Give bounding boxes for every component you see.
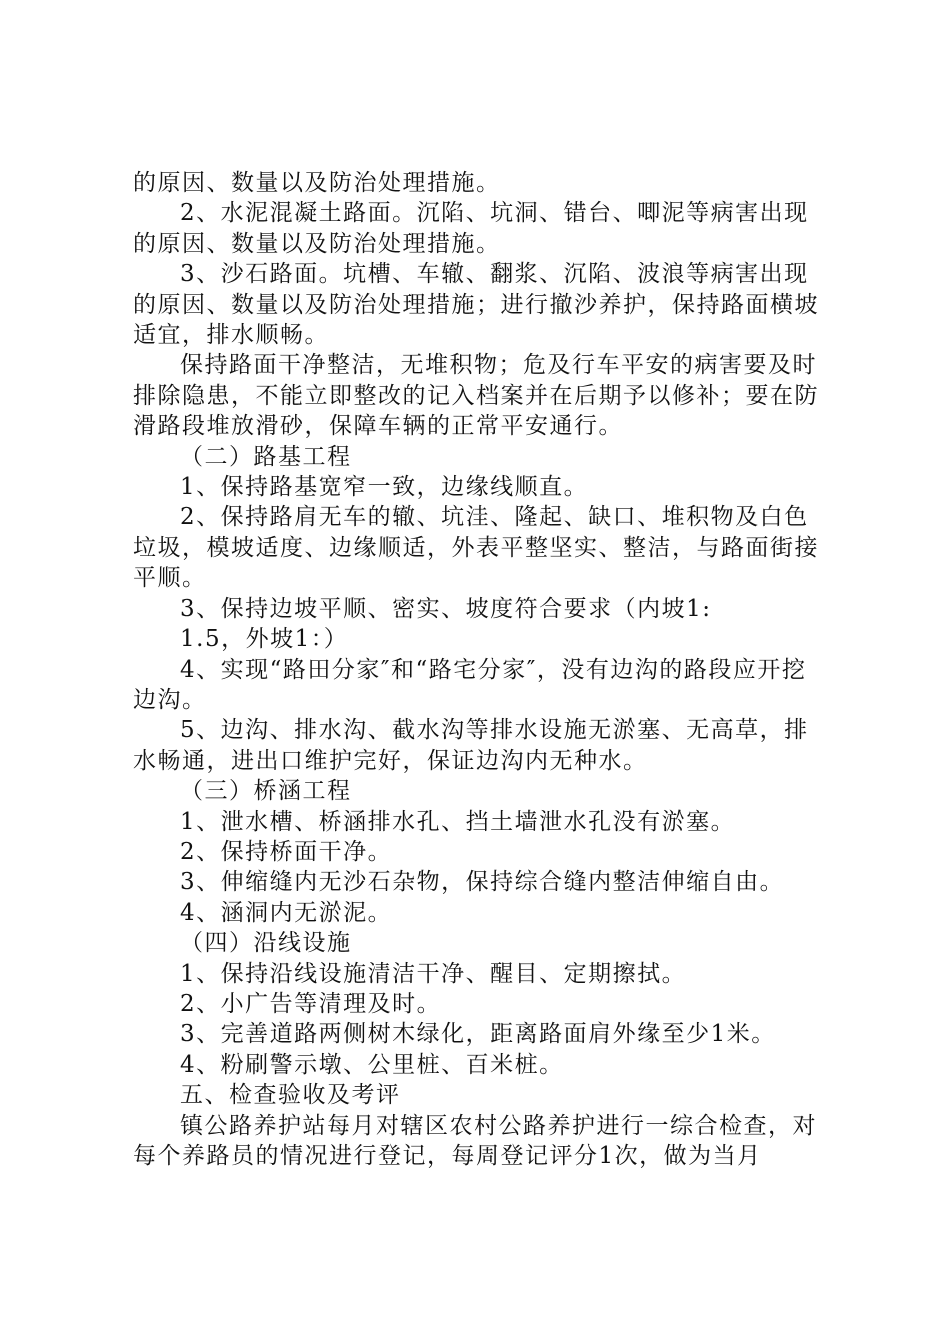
paragraph-bridge-3: 3、伸缩缝内无沙石杂物，保持综合缝内整洁伸缩自由。	[180, 869, 785, 896]
paragraph-bridge-2: 2、保持桥面干净。	[180, 838, 393, 865]
heading-inspection-evaluation: 五、检查验收及考评	[180, 1082, 401, 1109]
paragraph-inspection: 镇公路养护站每月对辖区农村公路养护进行一综合检查，对每个养路员的情况进行登记，每周登记评分1次，做为当月	[133, 1112, 817, 1169]
paragraph-road-cleanliness: 保持路面干净整洁，无堆积物；危及行车平安的病害要及时排除隐患，不能立即整改的记入档案并在后期予以修补；要在防滑路段堆放滑砂，保障车辆的正常平安通行。	[133, 352, 819, 440]
paragraph-subgrade-1: 1、保持路基宽窄一致，边缘线顺直。	[180, 474, 589, 501]
document-body	[133, 168, 829, 1171]
heading-roadside-facilities: （四）沿线设施	[180, 930, 352, 957]
paragraph-bridge-1: 1、泄水槽、桥涵排水孔、挡土墙泄水孔没有淤塞。	[180, 808, 736, 835]
paragraph-subgrade-3-continued: 1.5，外坡1：）	[180, 626, 349, 653]
paragraph-cement-road: 2、水泥混凝土路面。沉陷、坑洞、错台、唧泥等病害出现的原因、数量以及防治处理措施。	[133, 200, 809, 257]
paragraph-facilities-3: 3、完善道路两侧树木绿化，距离路面肩外缘至少1米。	[180, 1021, 776, 1048]
paragraph-subgrade-3: 3、保持边坡平顺、密实、坡度符合要求（内坡1:	[180, 595, 712, 622]
paragraph-subgrade-2: 2、保持路肩无车的辙、坑洼、隆起、缺口、堆积物及白色垃圾，模坡适度、边缘顺适，外表平整坚实、整洁，与路面街接平顺。	[133, 504, 819, 592]
paragraph-continuation: 的原因、数量以及防治处理措施。	[133, 170, 501, 196]
paragraph-subgrade-4: 4、实现“路田分家″和“路宅分家″，没有边沟的路段应开挖边沟。	[133, 656, 807, 713]
paragraph-subgrade-5: 5、边沟、排水沟、截水沟等排水设施无淤塞、无高草，排水畅通，进出口维护完好，保证边沟内无种水。	[133, 717, 809, 774]
paragraph-facilities-4: 4、粉刷警示墩、公里桩、百米桩。	[180, 1051, 564, 1078]
paragraph-bridge-4: 4、涵洞内无淤泥。	[180, 899, 393, 926]
heading-subgrade-works: （二）路基工程	[180, 443, 352, 470]
paragraph-facilities-2: 2、小广告等清理及时。	[180, 990, 442, 1017]
paragraph-facilities-1: 1、保持沿线设施清洁干净、醒目、定期擦拭。	[180, 960, 687, 987]
paragraph-gravel-road: 3、沙石路面。坑槽、车辙、翻浆、沉陷、波浪等病害出现的原因、数量以及防治处理措施；进行撤沙养护，保持路面横坡适宜，排水顺畅。	[133, 261, 819, 349]
heading-bridge-culvert-works: （三）桥涵工程	[180, 778, 352, 805]
